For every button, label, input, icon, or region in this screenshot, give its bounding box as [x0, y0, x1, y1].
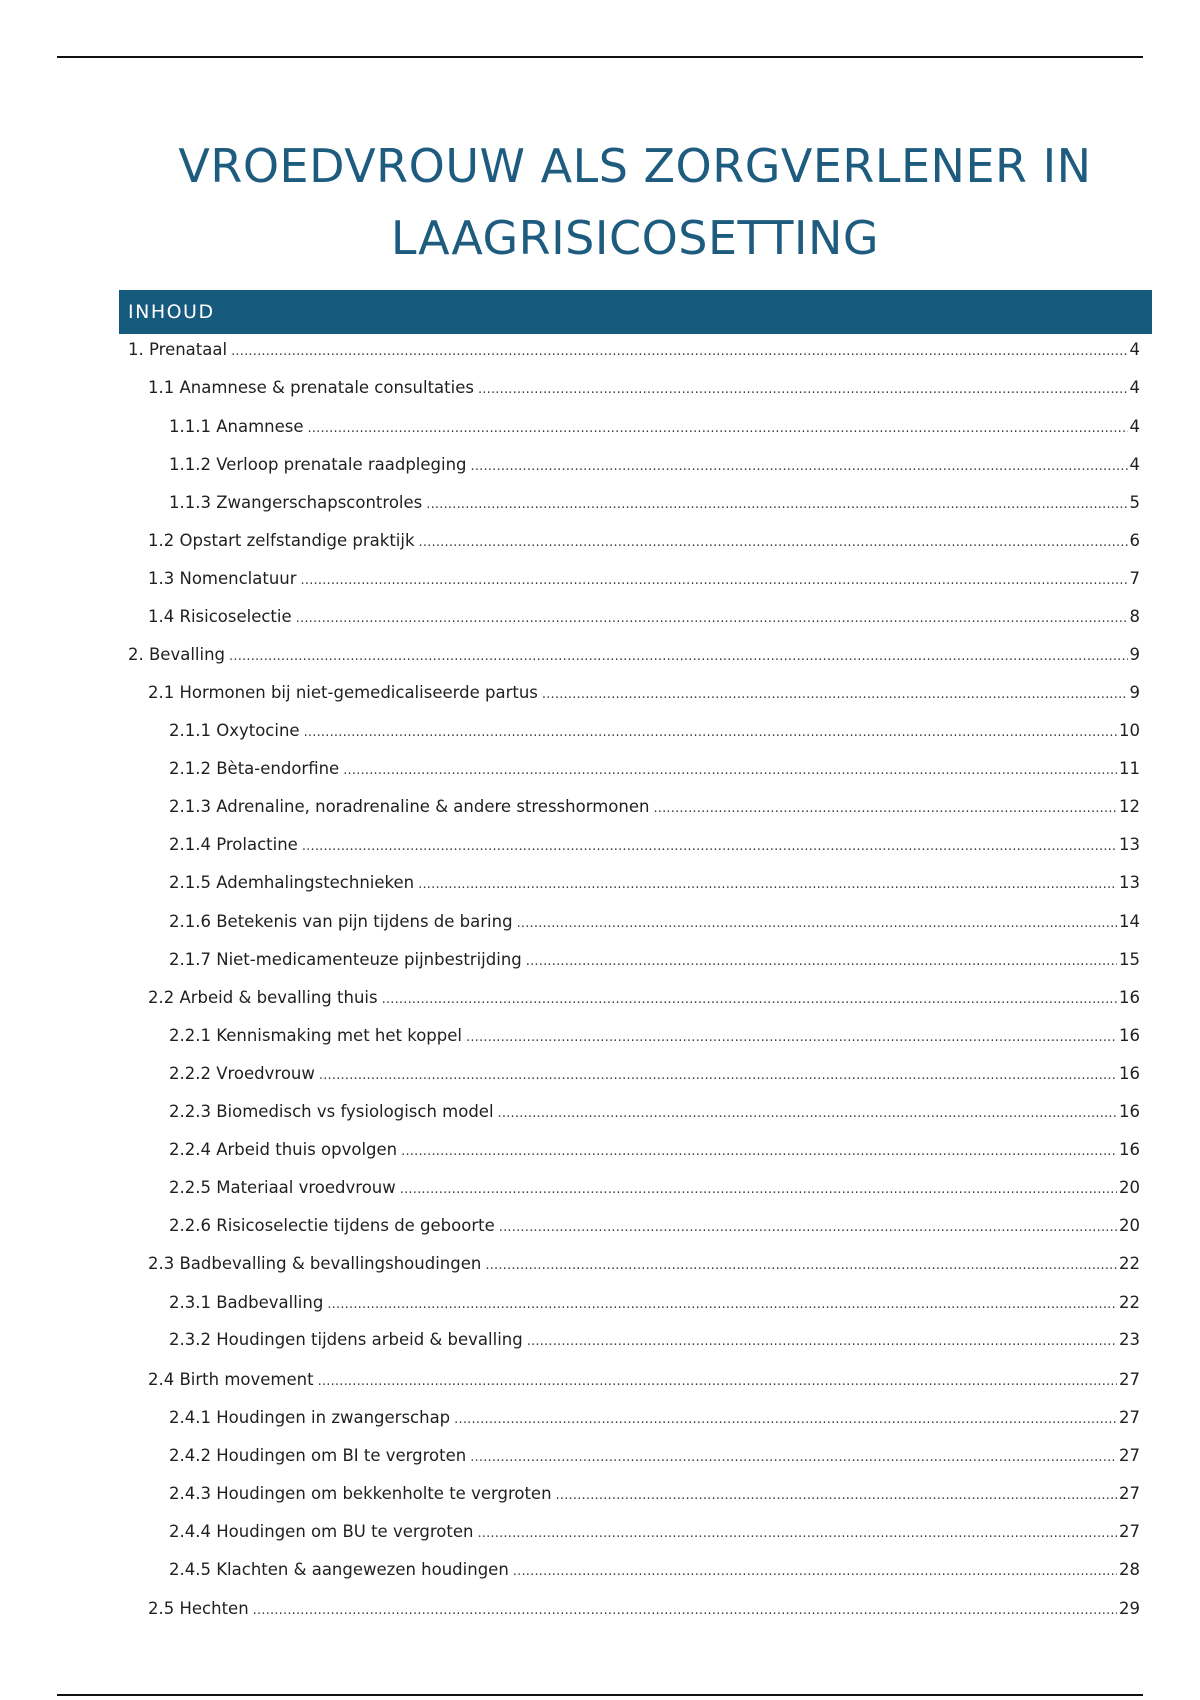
- toc-page-number: 13: [1119, 873, 1140, 892]
- toc-entry-title: 2.2.4 Arbeid thuis opvolgen: [169, 1140, 398, 1159]
- toc-entry[interactable]: [169, 1518, 1140, 1546]
- toc-entry-title: 1.3 Nomenclatuur: [148, 569, 297, 588]
- toc-entry[interactable]: [148, 984, 1140, 1012]
- toc-entry-title: 2.3.1 Badbevalling: [169, 1293, 324, 1312]
- toc-page-number: 4: [1129, 340, 1140, 359]
- toc-entry-title: 2.1.2 Bèta-endorfine: [169, 759, 340, 778]
- toc-entry-title: 2.3 Badbevalling & bevallingshoudingen: [148, 1254, 482, 1273]
- toc-dot-leader: [426, 491, 1127, 519]
- toc-dot-leader: [382, 986, 1117, 1014]
- toc-entry[interactable]: [148, 527, 1140, 555]
- toc-entry-title: 2. Bevalling: [128, 645, 226, 664]
- toc-page-number: 12: [1119, 797, 1140, 816]
- toc-dot-leader: [343, 757, 1117, 785]
- toc-entry[interactable]: [169, 413, 1140, 441]
- toc-page-number: 11: [1119, 759, 1140, 778]
- toc-entry[interactable]: [169, 793, 1140, 821]
- toc-page-number: 27: [1119, 1446, 1140, 1465]
- toc-entry-title: 2.1 Hormonen bij niet-gemedicaliseerde partus: [148, 683, 538, 702]
- toc-entry-title: 2.2.6 Risicoselectie tijdens de geboorte: [169, 1216, 495, 1235]
- toc-page-number: 16: [1119, 1026, 1140, 1045]
- toc-dot-leader: [304, 719, 1117, 747]
- toc-entry-title: 1.1 Anamnese & prenatale consultaties: [148, 378, 474, 397]
- toc-dot-leader: [301, 567, 1128, 595]
- toc-dot-leader: [419, 529, 1128, 557]
- toc-page-number: 16: [1119, 1064, 1140, 1083]
- toc-dot-leader: [478, 376, 1128, 404]
- toc-page-number: 14: [1119, 912, 1140, 931]
- toc-entry[interactable]: [169, 1136, 1140, 1164]
- toc-entry-title: 2.1.7 Niet-medicamenteuze pijnbestrijding: [169, 950, 522, 969]
- toc-dot-leader: [400, 1176, 1117, 1204]
- toc-entry[interactable]: [169, 1442, 1140, 1470]
- toc-entry[interactable]: [169, 1212, 1140, 1240]
- toc-entry[interactable]: [169, 1480, 1140, 1508]
- toc-entry-title: 2.2.1 Kennismaking met het koppel: [169, 1026, 462, 1045]
- toc-page-number: 4: [1129, 378, 1140, 397]
- toc-page-number: 16: [1119, 1140, 1140, 1159]
- toc-entry-title: 1.4 Risicoselectie: [148, 607, 292, 626]
- toc-entry[interactable]: [148, 1250, 1140, 1278]
- toc-entry-title: 2.4 Birth movement: [148, 1370, 314, 1389]
- toc-dot-leader: [454, 1406, 1117, 1434]
- toc-dot-leader: [302, 833, 1117, 861]
- toc-entry[interactable]: [169, 1404, 1140, 1432]
- toc-dot-leader: [526, 948, 1117, 976]
- toc-entry-title: 2.3.2 Houdingen tijdens arbeid & bevalling: [169, 1330, 523, 1349]
- toc-page-number: 27: [1119, 1370, 1140, 1389]
- toc-entry-title: 2.2.5 Materiaal vroedvrouw: [169, 1178, 396, 1197]
- toc-page-number: 22: [1119, 1254, 1140, 1273]
- toc-entry-title: 2.5 Hechten: [148, 1599, 249, 1618]
- toc-dot-leader: [527, 1328, 1117, 1356]
- toc-entry[interactable]: [169, 755, 1140, 783]
- toc-entry[interactable]: [169, 489, 1140, 517]
- toc-page-number: 20: [1119, 1216, 1140, 1235]
- toc-entry-title: 2.1.5 Ademhalingstechnieken: [169, 873, 415, 892]
- top-rule: [57, 56, 1143, 58]
- toc-entry-title: 1.1.3 Zwangerschapscontroles: [169, 493, 423, 512]
- toc-heading: INHOUD: [128, 301, 215, 323]
- toc-entry[interactable]: [169, 1556, 1140, 1584]
- toc-page-number: 16: [1119, 988, 1140, 1007]
- toc-entry[interactable]: [169, 1060, 1140, 1088]
- toc-entry[interactable]: [148, 374, 1140, 402]
- toc-entry[interactable]: [169, 831, 1140, 859]
- toc-dot-leader: [542, 681, 1128, 709]
- toc-dot-leader: [471, 453, 1128, 481]
- toc-entry-title: 1. Prenataal: [128, 340, 228, 359]
- toc-entry[interactable]: [148, 565, 1140, 593]
- toc-entry[interactable]: [169, 451, 1140, 479]
- toc-dot-leader: [517, 910, 1117, 938]
- toc-dot-leader: [401, 1138, 1117, 1166]
- toc-dot-leader: [418, 871, 1117, 899]
- toc-dot-leader: [485, 1252, 1117, 1280]
- toc-page-number: 5: [1129, 493, 1140, 512]
- toc-entry-title: 2.2.3 Biomedisch vs fysiologisch model: [169, 1102, 494, 1121]
- toc-page-number: 7: [1129, 569, 1140, 588]
- toc-page-number: 27: [1119, 1408, 1140, 1427]
- toc-page-number: 27: [1119, 1484, 1140, 1503]
- toc-page-number: 15: [1119, 950, 1140, 969]
- toc-entry[interactable]: [169, 1289, 1140, 1317]
- document-title: [120, 130, 1150, 274]
- toc-dot-leader: [253, 1597, 1117, 1625]
- toc-entry[interactable]: [169, 1098, 1140, 1126]
- toc-dot-leader: [470, 1444, 1117, 1472]
- toc-page-number: 28: [1119, 1560, 1140, 1579]
- toc-entry[interactable]: [169, 946, 1140, 974]
- toc-entry[interactable]: [148, 603, 1140, 631]
- toc-dot-leader: [327, 1291, 1117, 1319]
- toc-dot-leader: [498, 1100, 1117, 1128]
- toc-entry-title: 2.4.1 Houdingen in zwangerschap: [169, 1408, 451, 1427]
- toc-page-number: 4: [1129, 417, 1140, 436]
- toc-dot-leader: [466, 1024, 1117, 1052]
- toc-entry[interactable]: [128, 641, 1140, 669]
- toc-dot-leader: [499, 1214, 1117, 1242]
- toc-entry-title: 2.4.3 Houdingen om bekkenholte te vergroten: [169, 1484, 552, 1503]
- title-line-2: LAAGRISICOSETTING: [390, 211, 880, 265]
- toc-entry[interactable]: [169, 1326, 1140, 1354]
- toc-entry-title: 2.1.3 Adrenaline, noradrenaline & andere stresshormonen: [169, 797, 650, 816]
- toc-page-number: 16: [1119, 1102, 1140, 1121]
- toc-page-number: 8: [1129, 607, 1140, 626]
- toc-page-number: 10: [1119, 721, 1140, 740]
- toc-page-number: 9: [1129, 645, 1140, 664]
- toc-entry-title: 2.2.2 Vroedvrouw: [169, 1064, 315, 1083]
- toc-dot-leader: [556, 1482, 1117, 1510]
- toc-entry-title: 2.4.5 Klachten & aangewezen houdingen: [169, 1560, 509, 1579]
- toc-entry-title: 2.4.2 Houdingen om BI te vergroten: [169, 1446, 467, 1465]
- toc-dot-leader: [296, 605, 1128, 633]
- toc-entry[interactable]: [169, 1174, 1140, 1202]
- toc-entry[interactable]: [169, 908, 1140, 936]
- bottom-rule: [57, 1694, 1143, 1696]
- toc-entry[interactable]: [128, 336, 1140, 364]
- toc-dot-leader: [477, 1520, 1117, 1548]
- toc-page-number: 23: [1119, 1330, 1140, 1349]
- toc-page-number: 6: [1129, 531, 1140, 550]
- toc-page-number: 13: [1119, 835, 1140, 854]
- toc-page-number: 4: [1129, 455, 1140, 474]
- toc-entry-title: 2.1.1 Oxytocine: [169, 721, 300, 740]
- toc-page-number: 9: [1129, 683, 1140, 702]
- toc-entry[interactable]: [169, 869, 1140, 897]
- toc-dot-leader: [513, 1558, 1117, 1586]
- toc-dot-leader: [653, 795, 1117, 823]
- toc-entry-title: 2.4.4 Houdingen om BU te vergroten: [169, 1522, 474, 1541]
- toc-entry-title: 1.2 Opstart zelfstandige praktijk: [148, 531, 415, 550]
- toc-entry[interactable]: [169, 1022, 1140, 1050]
- toc-entry[interactable]: [169, 717, 1140, 745]
- toc-entry-title: 2.2 Arbeid & bevalling thuis: [148, 988, 378, 1007]
- toc-entry[interactable]: [148, 679, 1140, 707]
- toc-dot-leader: [229, 643, 1127, 671]
- toc-dot-leader: [319, 1062, 1117, 1090]
- toc-page-number: 20: [1119, 1178, 1140, 1197]
- toc-entry[interactable]: [148, 1366, 1140, 1394]
- toc-entry-title: 2.1.6 Betekenis van pijn tijdens de baring: [169, 912, 513, 931]
- toc-page-number: 27: [1119, 1522, 1140, 1541]
- toc-entry-title: 1.1.1 Anamnese: [169, 417, 304, 436]
- toc-entry-title: 1.1.2 Verloop prenatale raadpleging: [169, 455, 467, 474]
- toc-page-number: 22: [1119, 1293, 1140, 1312]
- toc-dot-leader: [318, 1368, 1117, 1396]
- toc-page-number: 29: [1119, 1599, 1140, 1618]
- toc-entry[interactable]: [148, 1595, 1140, 1623]
- toc-heading-banner: [119, 290, 1152, 334]
- toc-entry-title: 2.1.4 Prolactine: [169, 835, 298, 854]
- title-line-1: VROEDVROUW ALS ZORGVERLENER IN: [178, 139, 1092, 193]
- toc-dot-leader: [231, 338, 1127, 366]
- toc-dot-leader: [308, 415, 1128, 443]
